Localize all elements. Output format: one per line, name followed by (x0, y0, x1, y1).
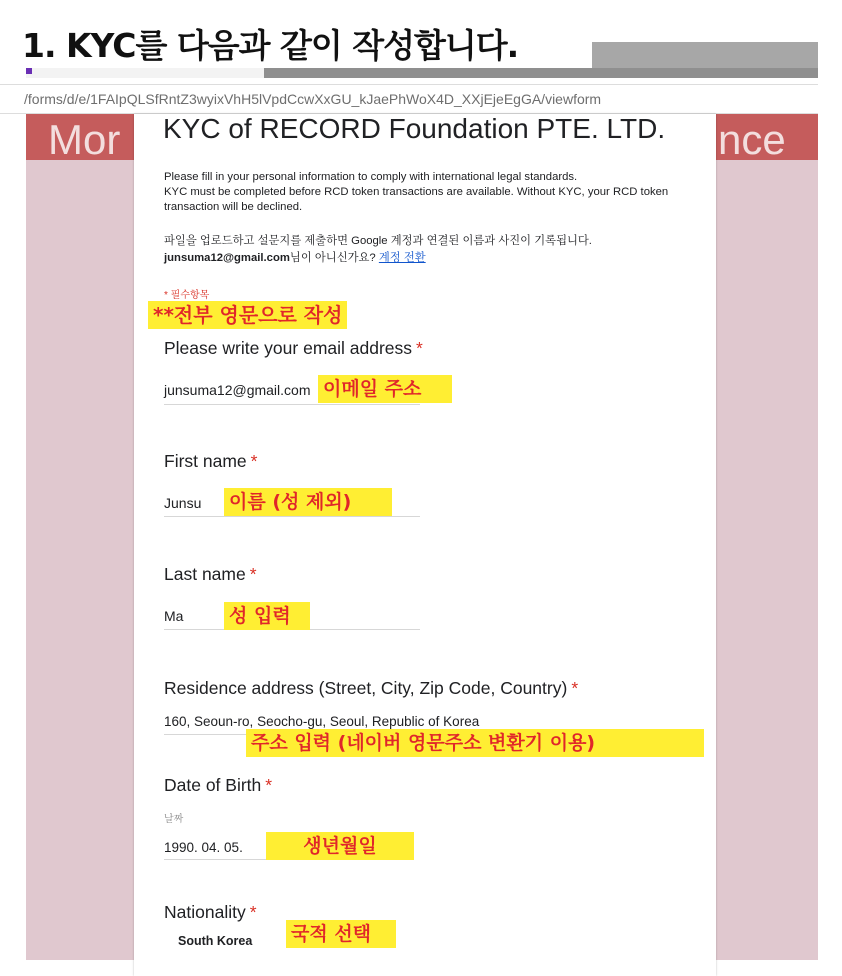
active-tab[interactable] (26, 68, 264, 78)
tab-accent-marker (26, 68, 32, 74)
required-star: * (250, 451, 258, 471)
required-star: * (249, 564, 257, 584)
tutorial-heading: 1. KYC를 다음과 같이 작성합니다. (22, 26, 519, 65)
annotation-first-name: 이름 (성 제외) (224, 488, 392, 516)
required-note: * 필수항목 (164, 290, 210, 301)
nationality-question-label (164, 902, 257, 923)
address-question-label (164, 678, 578, 699)
first-name-input-underline (164, 516, 420, 517)
account-line (164, 249, 426, 265)
dob-input-underline (164, 859, 268, 860)
form-description (164, 170, 668, 215)
question-text: First name (164, 451, 247, 471)
description-line: Please fill in your personal information to comply with international legal standards. (164, 171, 578, 183)
banner-text-left: Mor (48, 116, 121, 163)
description-line: transaction will be declined. (164, 201, 303, 213)
address-input[interactable]: 160, Seoun-ro, Seocho-gu, Seoul, Republic of Korea (164, 714, 480, 729)
url-text[interactable]: /forms/d/e/1FAIpQLSfRntZ3wyixVhH5lVpdCcwXxGU_kJaePhWoX4D_XXjEjeEgGA/viewform (24, 91, 602, 107)
first-name-question-label (164, 451, 257, 472)
description-line: KYC must be completed before RCD token transactions are available. Without KYC, your RCD token (164, 186, 669, 198)
required-star: * (249, 902, 257, 922)
question-text: Date of Birth (164, 775, 262, 795)
annotation-email: 이메일 주소 (318, 375, 452, 403)
annotation-all-english: **전부 영문으로 작성 (148, 301, 347, 329)
question-text: Nationality (164, 902, 246, 922)
last-name-question-label (164, 564, 257, 585)
annotation-nationality: 국적 선택 (286, 920, 396, 948)
switch-account-link[interactable]: 계정 전환 (378, 252, 426, 264)
required-star: * (265, 775, 273, 795)
email-question-label (164, 338, 423, 359)
dob-sublabel: 날짜 (164, 814, 184, 825)
account-suffix: 님이 아니신가요? (289, 252, 379, 264)
form-title: KYC of RECORD Foundation PTE. LTD. (163, 113, 666, 144)
email-input-underline (164, 404, 420, 405)
required-star: * (416, 338, 423, 358)
upload-notice: 파일을 업로드하고 설문지를 제출하면 Google 계정과 연결된 이름과 사진이 기록됩니다. (164, 235, 592, 247)
question-text: Please write your email address (164, 338, 413, 358)
nationality-dropdown[interactable]: South Korea (178, 934, 253, 948)
question-text: Last name (164, 564, 246, 584)
required-star: * (571, 678, 579, 698)
annotation-last-name: 성 입력 (224, 602, 310, 630)
annotation-address: 주소 입력 (네이버 영문주소 변환기 이용) (246, 729, 704, 757)
first-name-input[interactable]: Junsu (164, 495, 202, 511)
account-email: junsuma12@gmail.com (164, 252, 290, 264)
question-text: Residence address (Street, City, Zip Code, Country) (164, 678, 568, 698)
email-input[interactable]: junsuma12@gmail.com (164, 382, 311, 398)
banner-text-right: nce (718, 116, 786, 163)
annotation-dob: 생년월일 (266, 832, 414, 860)
last-name-input[interactable]: Ma (164, 608, 184, 624)
dob-input[interactable]: 1990. 04. 05. (164, 840, 243, 855)
dob-question-label (164, 775, 272, 796)
